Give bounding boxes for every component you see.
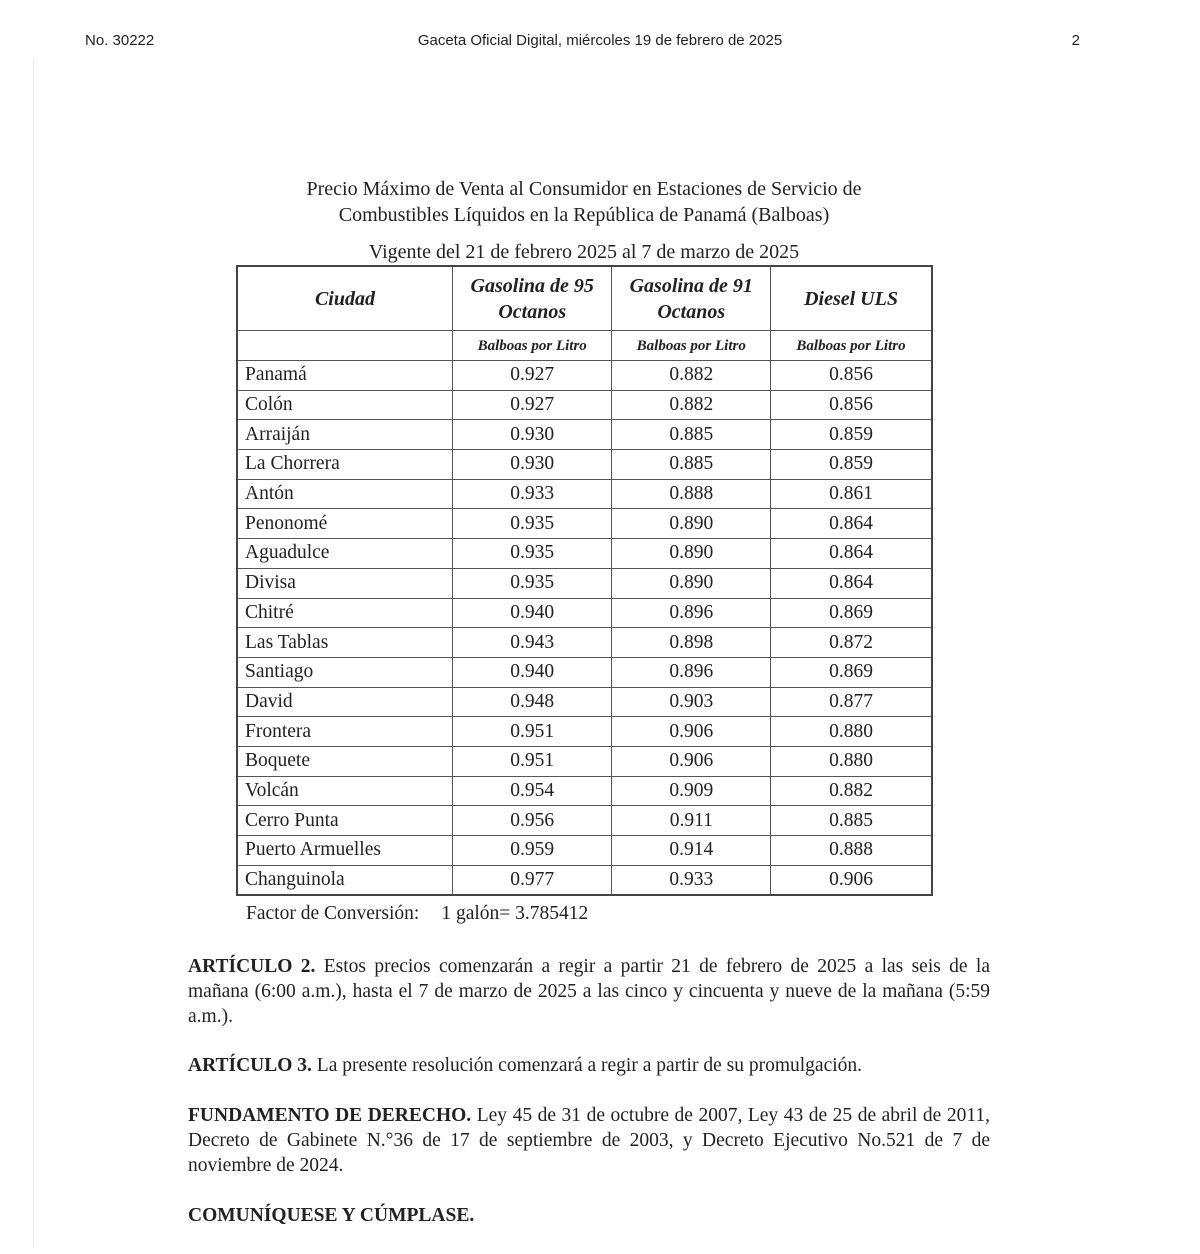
- table-row: [237, 509, 932, 539]
- diesel-price: 0.880: [771, 746, 932, 776]
- conversion-factor: [246, 903, 588, 925]
- gasoline-91-price: 0.933: [612, 865, 771, 895]
- city-cell: Puerto Armuelles: [237, 836, 452, 866]
- table-row: [237, 628, 932, 658]
- diesel-price: 0.864: [771, 568, 932, 598]
- gasoline-91-price: 0.885: [612, 420, 771, 450]
- article-2: [188, 954, 990, 1029]
- table-row: [237, 598, 932, 628]
- diesel-price: 0.859: [771, 420, 932, 450]
- gasoline-91-price: 0.896: [612, 598, 771, 628]
- gasoline-91-price: 0.898: [612, 628, 771, 658]
- diesel-price: 0.872: [771, 628, 932, 658]
- table-row: [237, 776, 932, 806]
- gasoline-91-price: 0.890: [612, 509, 771, 539]
- gasoline-91-price: 0.890: [612, 539, 771, 569]
- table-row: [237, 657, 932, 687]
- unit-gasoline-95: Balboas por Litro: [452, 331, 612, 361]
- city-cell: Penonomé: [237, 509, 452, 539]
- gasoline-95-price: 0.940: [452, 657, 612, 687]
- gasoline-91-price: 0.906: [612, 717, 771, 747]
- gasoline-95-price: 0.977: [452, 865, 612, 895]
- legal-basis-heading: FUNDAMENTO DE DERECHO.: [188, 1105, 472, 1126]
- city-cell: Antón: [237, 479, 452, 509]
- city-cell: Colón: [237, 390, 452, 420]
- table-row: [237, 806, 932, 836]
- gasoline-95-price: 0.951: [452, 717, 612, 747]
- gasoline-95-price: 0.927: [452, 390, 612, 420]
- diesel-price: 0.864: [771, 539, 932, 569]
- diesel-price: 0.864: [771, 509, 932, 539]
- city-cell: Changuinola: [237, 865, 452, 895]
- legal-basis-text: Ley 45 de 31 de octubre de 2007, Ley 43 de 25 de abril de 2011, Decreto de Gabinete N.°36 de 17 de septiembre de 2003, y Decreto Ejecutivo No.521 de 7 de noviembre de 2024.: [188, 1105, 990, 1176]
- gasoline-91-price: 0.888: [612, 479, 771, 509]
- table-row: [237, 539, 932, 569]
- city-cell: Frontera: [237, 717, 452, 747]
- article-2-heading: ARTÍCULO 2.: [188, 956, 316, 977]
- validity-period: Vigente del 21 de febrero 2025 al 7 de marzo de 2025: [368, 241, 800, 263]
- gasoline-95-price: 0.943: [452, 628, 612, 658]
- page-number: 2: [1071, 32, 1080, 49]
- gasoline-91-price: 0.896: [612, 657, 771, 687]
- gasoline-91-price: 0.914: [612, 836, 771, 866]
- gasoline-95-price: 0.935: [452, 509, 612, 539]
- legal-basis: [188, 1103, 990, 1178]
- article-3: [188, 1053, 990, 1078]
- diesel-price: 0.861: [771, 479, 932, 509]
- column-header-gasoline-95: Gasolina de 95 Octanos: [452, 266, 612, 331]
- table-row: [237, 450, 932, 480]
- gasoline-95-price: 0.930: [452, 450, 612, 480]
- city-cell: Boquete: [237, 746, 452, 776]
- diesel-price: 0.877: [771, 687, 932, 717]
- table-row: [237, 687, 932, 717]
- page-edge-line: [33, 58, 34, 1248]
- table-row: [237, 420, 932, 450]
- diesel-price: 0.859: [771, 450, 932, 480]
- gasoline-95-price: 0.927: [452, 361, 612, 391]
- gasoline-95-price: 0.935: [452, 539, 612, 569]
- table-row: [237, 717, 932, 747]
- city-cell: Panamá: [237, 361, 452, 391]
- gasoline-91-price: 0.906: [612, 746, 771, 776]
- table-row: [237, 361, 932, 391]
- gasoline-91-price: 0.890: [612, 568, 771, 598]
- gasoline-91-price: 0.909: [612, 776, 771, 806]
- article-2-text: Estos precios comenzarán a regir a partir 21 de febrero de 2025 a las seis de la mañana (6:00 a.m.), hasta el 7 de marzo de 2025 a las cinco y cincuenta y nueve de la mañana (5:59 a.m.).: [188, 956, 990, 1027]
- diesel-price: 0.906: [771, 865, 932, 895]
- gasoline-95-price: 0.933: [452, 479, 612, 509]
- city-cell: Chitré: [237, 598, 452, 628]
- diesel-price: 0.888: [771, 836, 932, 866]
- column-header-gasoline-91: Gasolina de 91 Octanos: [612, 266, 771, 331]
- publication-title: Gaceta Oficial Digital, miércoles 19 de febrero de 2025: [417, 32, 783, 49]
- gasoline-95-price: 0.959: [452, 836, 612, 866]
- city-cell: Volcán: [237, 776, 452, 806]
- diesel-price: 0.885: [771, 806, 932, 836]
- city-cell: Las Tablas: [237, 628, 452, 658]
- diesel-price: 0.882: [771, 776, 932, 806]
- gasoline-95-price: 0.930: [452, 420, 612, 450]
- city-cell: Aguadulce: [237, 539, 452, 569]
- gasoline-95-price: 0.951: [452, 746, 612, 776]
- table-title-line-2: Combustibles Líquidos en la República de Panamá (Balboas): [338, 204, 830, 226]
- table-row: [237, 568, 932, 598]
- city-cell: La Chorrera: [237, 450, 452, 480]
- fuel-price-table: [236, 265, 933, 896]
- table-header-row: [237, 266, 932, 331]
- gasoline-91-price: 0.885: [612, 450, 771, 480]
- diesel-price: 0.856: [771, 390, 932, 420]
- diesel-price: 0.869: [771, 598, 932, 628]
- gasoline-95-price: 0.954: [452, 776, 612, 806]
- unit-city: [237, 331, 452, 361]
- diesel-price: 0.856: [771, 361, 932, 391]
- table-title-line-1: Precio Máximo de Venta al Consumidor en Estaciones de Servicio de: [306, 178, 862, 200]
- unit-gasoline-91: Balboas por Litro: [612, 331, 771, 361]
- gasoline-95-price: 0.948: [452, 687, 612, 717]
- diesel-price: 0.869: [771, 657, 932, 687]
- gasoline-91-price: 0.882: [612, 361, 771, 391]
- gasoline-91-price: 0.882: [612, 390, 771, 420]
- article-3-text: La presente resolución comenzará a regir a partir de su promulgación.: [311, 1055, 863, 1076]
- table-row: [237, 836, 932, 866]
- gasoline-91-price: 0.903: [612, 687, 771, 717]
- table-unit-row: [237, 331, 932, 361]
- diesel-price: 0.880: [771, 717, 932, 747]
- gasoline-95-price: 0.935: [452, 568, 612, 598]
- column-header-city: Ciudad: [237, 266, 452, 331]
- city-cell: Divisa: [237, 568, 452, 598]
- table-title: [236, 176, 932, 228]
- column-header-diesel: Diesel ULS: [771, 266, 932, 331]
- conversion-label: Factor de Conversión:: [246, 903, 420, 924]
- city-cell: Arraiján: [237, 420, 452, 450]
- article-3-heading: ARTÍCULO 3.: [188, 1055, 312, 1076]
- table-row: [237, 390, 932, 420]
- conversion-value: 1 galón= 3.785412: [441, 903, 589, 924]
- city-cell: Cerro Punta: [237, 806, 452, 836]
- table-row: [237, 479, 932, 509]
- running-header: [0, 32, 1200, 52]
- unit-diesel: Balboas por Litro: [771, 331, 932, 361]
- issue-number: No. 30222: [85, 32, 155, 49]
- table-row: [237, 746, 932, 776]
- gasoline-91-price: 0.911: [612, 806, 771, 836]
- city-cell: David: [237, 687, 452, 717]
- gasoline-95-price: 0.940: [452, 598, 612, 628]
- city-cell: Santiago: [237, 657, 452, 687]
- closing-statement: COMUNÍQUESE Y CÚMPLASE.: [188, 1205, 475, 1226]
- table-row: [237, 865, 932, 895]
- gasoline-95-price: 0.956: [452, 806, 612, 836]
